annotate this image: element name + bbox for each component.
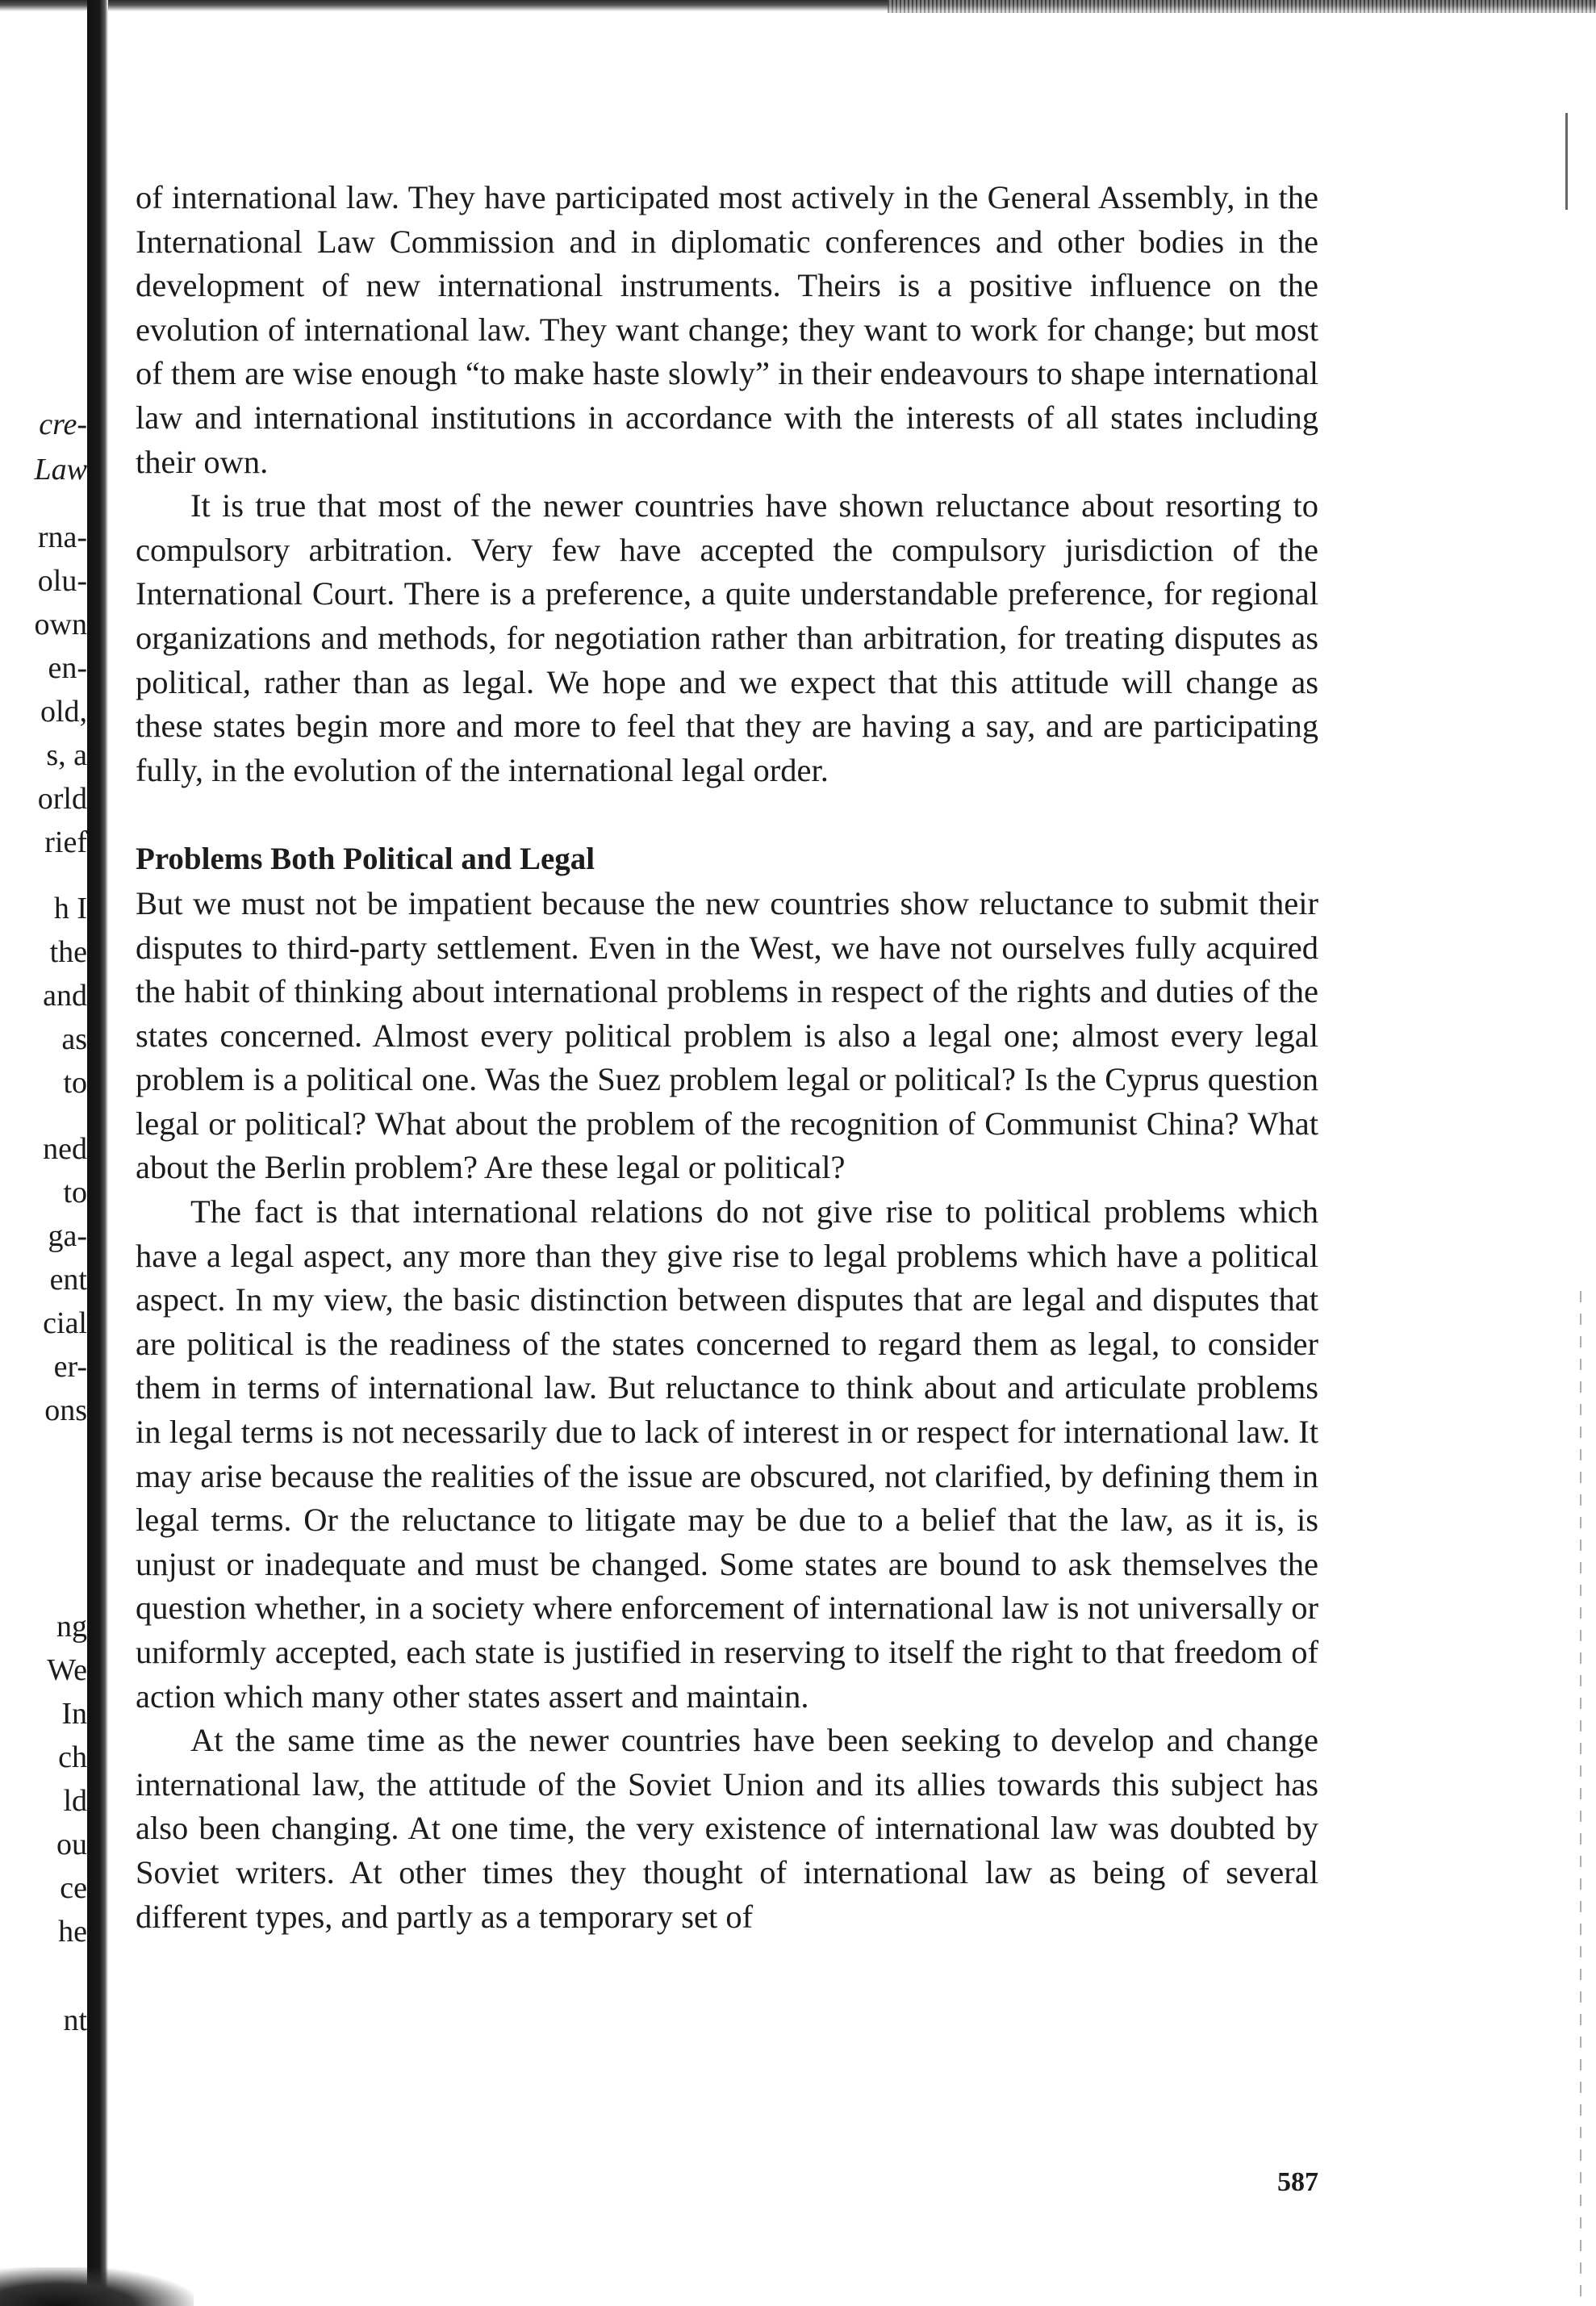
facing-page-fragment: ga- (48, 1219, 87, 1253)
page-number: 587 (1277, 2167, 1318, 2197)
facing-page-fragment: ent (49, 1263, 87, 1297)
facing-page-fragment: own (34, 608, 87, 641)
scan-right-edge-mark (1565, 113, 1568, 210)
facing-page-fragment: to (63, 1066, 87, 1100)
book-gutter-shadow (87, 0, 108, 2306)
facing-page-fragment: ld (63, 1784, 87, 1818)
facing-page-fragment: he (58, 1915, 87, 1949)
facing-page-fragment: and (43, 979, 87, 1013)
facing-page-fragment: h I (53, 892, 87, 925)
facing-page-fragment: Law (34, 453, 87, 487)
facing-page-fragment: old, (40, 695, 87, 729)
facing-page-fragment: as (61, 1022, 87, 1056)
facing-page-fragment: to (63, 1176, 87, 1209)
facing-page-fragment: orld (37, 782, 87, 816)
facing-page-fragment: We (47, 1653, 87, 1687)
facing-page-fragment: In (61, 1697, 87, 1731)
facing-page-fragment: nt (63, 2003, 87, 2037)
scan-top-speckle (888, 0, 1596, 13)
scan-right-edge-noise (1580, 1291, 1581, 2300)
facing-page-fragment: rna- (37, 520, 87, 554)
paragraph-3: But we must not be impatient because the new countries show reluctance to submit their disputes to third-party settlement. Even in the West, we have not ourselves fully acquired the habit of thinking about international problems in respect of the rights and duties of the states concerned. Almost every political problem is also a legal one; almost every legal problem is a political one. Was the Suez problem legal or political? Is the Cyprus question legal or political? What about the problem of the recognition of Communist China? What about the Berlin problem? Are these legal or political? (136, 884, 1318, 1186)
paragraph-5: At the same time as the newer countries have been seeking to develop and change international law, the attitude of the Soviet Union and its allies towards this subject has also been changing. At one time, the very existence of international law was doubted by Soviet writers. At other times they thought of international law as being of several different types, and partly as a temporary set of (136, 1722, 1318, 1935)
facing-page-fragment: the (49, 935, 87, 969)
facing-page-fragment: olu- (37, 564, 87, 598)
facing-page-fragment: en- (48, 651, 87, 685)
facing-page-fragment: cial (43, 1306, 87, 1340)
facing-page-fragment: ned (43, 1132, 87, 1166)
facing-page-fragment: ce (60, 1871, 87, 1905)
book-gutter-foot-shadow (0, 2267, 194, 2306)
facing-page-fragment: rief (44, 825, 87, 859)
page-body (136, 176, 1318, 1939)
facing-page-fragment: ons (44, 1393, 87, 1427)
facing-page-fragments (0, 0, 87, 2306)
facing-page-fragment: ou (56, 1828, 87, 1861)
paragraph-2: It is true that most of the newer countries have shown reluctance about resorting to compulsory arbitration. Very few have accepted the compulsory jurisdiction of the International Court. There is a preference, a quite understandable preference, for regional organizations and methods, for negotiation rather than arbitration, for treating disputes as political, rather than as legal. We hope and we expect that this attitude will change as these states begin more and more to feel that they are having a say, and are participating fully, in the evolution of the international legal order. (136, 487, 1318, 788)
paragraph-4: The fact is that international relations do not give rise to political problems which have a legal aspect, any more than they give rise to legal problems which have a political aspect. In my view, the basic distinction between disputes that are legal and disputes that are political is the readiness of the states concerned to regard them as legal, to consider them in terms of international law. But reluctance to think about and articulate problems in legal terms is not necessarily due to lack of interest in or respect for international law. It may arise because the realities of the issue are obscured, not clarified, by defining them in legal terms. Or the reluctance to litigate may be due to a belief that the law, as it is, is unjust or inadequate and must be changed. Some states are bound to ask themselves the question whether, in a society where enforcement of international law is not universally or uniformly accepted, each state is justified in reserving to itself the right to that freedom of action which many other states assert and maintain. (136, 1193, 1318, 1715)
facing-page-fragment: er- (53, 1350, 87, 1384)
paragraph-1: of international law. They have participated most actively in the General Assembly, in the International Law Commission and in diplomatic conferences and other bodies in the development of new international instruments. Theirs is a positive influence on the evolution of international law. They want change; they want to work for change; but most of them are wise enough “to make haste slowly” in their endeavours to shape international law and international institutions in accordance with the interests of all states including their own. (136, 179, 1318, 480)
facing-page-fragment: ch (58, 1740, 87, 1774)
facing-page-fragment: ng (56, 1610, 87, 1644)
facing-page-fragment: s, a (46, 738, 87, 772)
facing-page-fragment: cre- (39, 407, 87, 441)
section-heading: Problems Both Political and Legal (136, 842, 595, 877)
